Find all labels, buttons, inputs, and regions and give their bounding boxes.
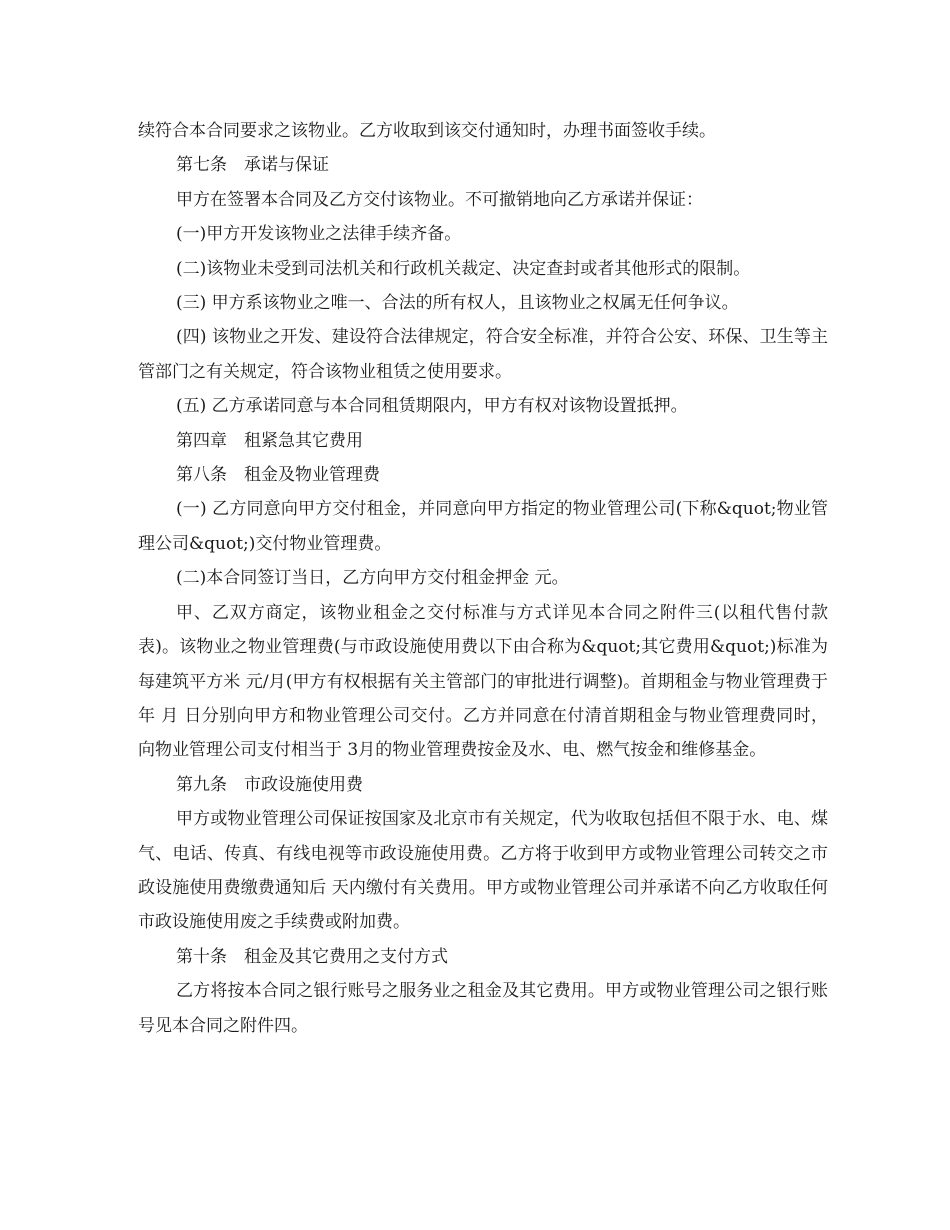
list-item: (四) 该物业之开发、建设符合法律规定，符合安全标准，并符合公安、环保、卫生等主管部门之有关规定，符合该物业租赁之使用要求。 xyxy=(138,327,828,382)
chapter-4-heading: 第四章 租紧急其它费用 xyxy=(176,430,363,451)
article-8-heading: 第八条 租金及物业管理费 xyxy=(176,465,380,486)
paragraph-continuation: 续符合本合同要求之该物业。乙方收取到该交付通知时，办理书面签收手续。 xyxy=(138,121,716,141)
list-item: (五) 乙方承诺同意与本合同租赁期限内，甲方有权对该物设置抵押。 xyxy=(176,396,688,417)
list-item: (一) 乙方同意向甲方交付租金，并同意向甲方指定的物业管理公司(下称&quot;物业管理公司&quot;)交付物业管理费。 xyxy=(138,499,828,554)
paragraph: 甲、乙双方商定，该物业租金之交付标准与方式详见本合同之附件三(以租代售付款表)。该物业之物业管理费(与市政设施使用费以下由合称为&quot;其它费用&quot;)标准为每建筑平方米 元/月(甲方有权根据有关主管部门的审批进行调整)。首期租金与物业管理费于 年 月 日分别向甲方和物业管理公司交付。乙方并同意在付清首期租金与物业管理费同时，向物业管理公司支付相当于 3月的物业管理费按金及水、电、燃气按金和维修基金。 xyxy=(138,602,828,761)
list-item: (二)本合同签订当日，乙方向甲方交付租金押金 元。 xyxy=(176,568,569,589)
article-7-heading: 第七条 承诺与保证 xyxy=(176,155,329,176)
list-item: (一)甲方开发该物业之法律手续齐备。 xyxy=(176,224,462,245)
list-item: (二)该物业未受到司法机关和行政机关裁定、决定查封或者其他形式的限制。 xyxy=(176,258,751,279)
document-body xyxy=(138,114,828,1043)
article-10-heading: 第十条 租金及其它费用之支付方式 xyxy=(176,946,448,967)
paragraph: 甲方在签署本合同及乙方交付该物业。不可撤销地向乙方承诺并保证： xyxy=(176,189,703,210)
paragraph: 乙方将按本合同之银行账号之服务业之租金及其它费用。甲方或物业管理公司之银行账号见本合同之附件四。 xyxy=(138,981,828,1036)
article-9-heading: 第九条 市政设施使用费 xyxy=(176,774,363,795)
list-item: (三) 甲方系该物业之唯一、合法的所有权人，且该物业之权属无任何争议。 xyxy=(176,293,739,314)
paragraph: 甲方或物业管理公司保证按国家及北京市有关规定，代为收取包括但不限于水、电、煤气、电话、传真、有线电视等市政设施使用费。乙方将于收到甲方或物业管理公司转交之市政设施使用费缴费通知后 天内缴付有关费用。甲方或物业管理公司并承诺不向乙方收取任何市政设施使用废之手续费或附加费。 xyxy=(138,809,828,933)
